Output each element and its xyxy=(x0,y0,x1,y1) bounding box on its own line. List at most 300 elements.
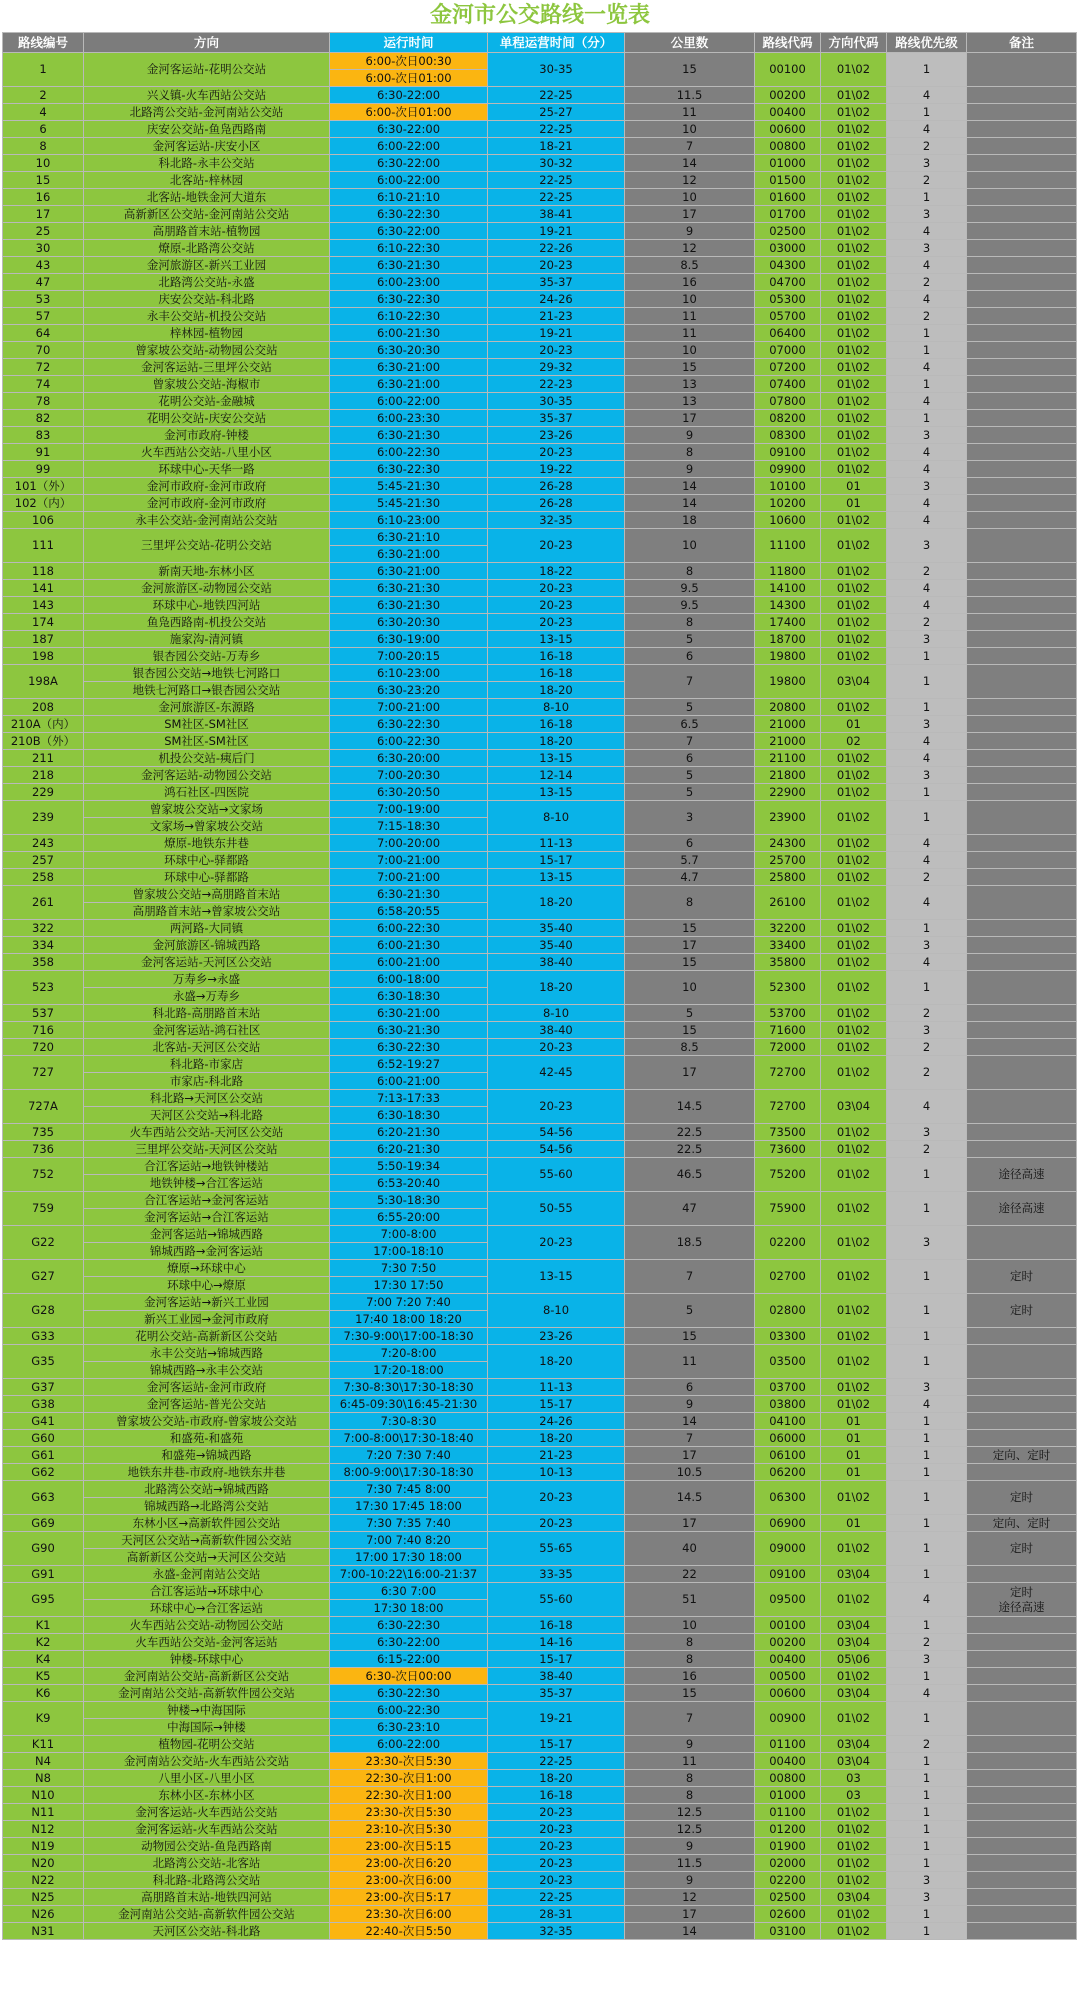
run-time: 6:30-23:10 xyxy=(330,1719,488,1736)
trip-duration: 55-60 xyxy=(488,1158,625,1192)
route-priority: 1 xyxy=(887,1753,967,1770)
direction-code: 03\04 xyxy=(821,1753,887,1770)
run-time: 6:10-22:30 xyxy=(330,240,488,257)
route-km: 14.5 xyxy=(625,1090,755,1124)
route-direction: SM社区-SM社区 xyxy=(84,733,330,750)
route-km: 9 xyxy=(625,1736,755,1753)
route-note xyxy=(967,1566,1077,1583)
direction-code: 01\02 xyxy=(821,104,887,121)
trip-duration: 20-23 xyxy=(488,257,625,274)
route-direction: 金河客运站-火车西站公交站 xyxy=(84,1821,330,1838)
run-time: 23:30-次日5:30 xyxy=(330,1804,488,1821)
route-note xyxy=(967,1226,1077,1260)
note-line: 途径高速 xyxy=(998,1599,1045,1614)
trip-duration: 22-25 xyxy=(488,87,625,104)
route-priority: 2 xyxy=(887,1141,967,1158)
route-direction: 植物园-花明公交站 xyxy=(84,1736,330,1753)
route-km: 9 xyxy=(625,1872,755,1889)
run-time: 7:00-21:00 xyxy=(330,699,488,716)
route-number: N11 xyxy=(3,1804,84,1821)
route-km: 15 xyxy=(625,1685,755,1702)
route-number: G90 xyxy=(3,1532,84,1566)
route-note xyxy=(967,240,1077,257)
route-code: 01200 xyxy=(755,1821,821,1838)
run-time: 23:00-次日5:15 xyxy=(330,1838,488,1855)
trip-duration: 11-13 xyxy=(488,835,625,852)
run-time: 6:30-22:00 xyxy=(330,223,488,240)
direction-code: 01\02 xyxy=(821,563,887,580)
route-direction: 花明公交站-高新新区公交站 xyxy=(84,1328,330,1345)
route-priority: 4 xyxy=(887,580,967,597)
route-code: 02500 xyxy=(755,1889,821,1906)
run-time: 6:00-21:00 xyxy=(330,954,488,971)
route-note xyxy=(967,801,1077,835)
table-row xyxy=(3,1804,1077,1821)
run-time: 6:00-21:30 xyxy=(330,937,488,954)
route-priority: 1 xyxy=(887,104,967,121)
run-time: 23:30-次日6:00 xyxy=(330,1906,488,1923)
run-time: 7:20 7:30 7:40 xyxy=(330,1447,488,1464)
route-note xyxy=(967,648,1077,665)
route-km: 6 xyxy=(625,1379,755,1396)
route-code: 03500 xyxy=(755,1345,821,1379)
route-direction: 钟楼→中海国际 xyxy=(84,1702,330,1719)
route-code: 00600 xyxy=(755,1685,821,1702)
table-row xyxy=(3,1294,1077,1311)
table-row xyxy=(3,1770,1077,1787)
route-direction: 机投公交站-痍后门 xyxy=(84,750,330,767)
route-direction: 火车西站公交站-金河客运站 xyxy=(84,1634,330,1651)
trip-duration: 20-23 xyxy=(488,1804,625,1821)
route-priority: 3 xyxy=(887,529,967,563)
table-row xyxy=(3,750,1077,767)
run-time: 6:30-20:50 xyxy=(330,784,488,801)
direction-code: 01 xyxy=(821,1413,887,1430)
route-code: 72000 xyxy=(755,1039,821,1056)
trip-duration: 35-37 xyxy=(488,274,625,291)
route-number: 211 xyxy=(3,750,84,767)
direction-code: 01\02 xyxy=(821,1668,887,1685)
direction-code: 01\02 xyxy=(821,1022,887,1039)
route-number: 83 xyxy=(3,427,84,444)
route-km: 14 xyxy=(625,495,755,512)
trip-duration: 20-23 xyxy=(488,1855,625,1872)
table-row xyxy=(3,257,1077,274)
route-direction: 和盛苑-和盛苑 xyxy=(84,1430,330,1447)
route-code: 75900 xyxy=(755,1192,821,1226)
route-priority: 3 xyxy=(887,1226,967,1260)
run-time: 7:00 7:20 7:40 xyxy=(330,1294,488,1311)
run-time: 6:30-22:00 xyxy=(330,1634,488,1651)
route-code: 23900 xyxy=(755,801,821,835)
route-code: 00400 xyxy=(755,1753,821,1770)
table-row xyxy=(3,784,1077,801)
run-time: 6:30-21:00 xyxy=(330,359,488,376)
route-code: 00100 xyxy=(755,53,821,87)
trip-duration: 26-28 xyxy=(488,478,625,495)
trip-duration: 24-26 xyxy=(488,1413,625,1430)
route-code: 10100 xyxy=(755,478,821,495)
route-priority: 4 xyxy=(887,121,967,138)
route-km: 7 xyxy=(625,1702,755,1736)
run-time: 17:00 17:30 18:00 xyxy=(330,1549,488,1566)
table-row xyxy=(3,1464,1077,1481)
direction-code: 01\02 xyxy=(821,852,887,869)
trip-duration: 21-23 xyxy=(488,308,625,325)
route-number: 143 xyxy=(3,597,84,614)
route-priority: 2 xyxy=(887,869,967,886)
trip-duration: 22-25 xyxy=(488,189,625,206)
route-number: G37 xyxy=(3,1379,84,1396)
run-time: 17:30 17:45 18:00 xyxy=(330,1498,488,1515)
header-note: 备注 xyxy=(967,33,1077,53)
route-priority: 1 xyxy=(887,376,967,393)
route-code: 72700 xyxy=(755,1090,821,1124)
route-priority: 1 xyxy=(887,1430,967,1447)
run-time: 8:00-9:00\17:30-18:30 xyxy=(330,1464,488,1481)
route-direction: 施家沟-清河镇 xyxy=(84,631,330,648)
direction-code: 01\02 xyxy=(821,1294,887,1328)
route-note xyxy=(967,1515,1077,1532)
run-time: 6:30-21:30 xyxy=(330,886,488,903)
route-number: G69 xyxy=(3,1515,84,1532)
direction-code: 01\02 xyxy=(821,427,887,444)
table-row xyxy=(3,376,1077,393)
route-priority: 4 xyxy=(887,750,967,767)
direction-code: 01\02 xyxy=(821,444,887,461)
route-code: 02600 xyxy=(755,1906,821,1923)
trip-duration: 20-23 xyxy=(488,1039,625,1056)
route-km: 10 xyxy=(625,971,755,1005)
trip-duration: 21-23 xyxy=(488,1447,625,1464)
route-priority: 1 xyxy=(887,1821,967,1838)
trip-duration: 55-60 xyxy=(488,1583,625,1617)
route-km: 12.5 xyxy=(625,1804,755,1821)
route-direction: 环球中心-天华一路 xyxy=(84,461,330,478)
trip-duration: 20-23 xyxy=(488,444,625,461)
route-priority: 3 xyxy=(887,155,967,172)
table-row xyxy=(3,1022,1077,1039)
route-priority: 2 xyxy=(887,614,967,631)
route-code: 00400 xyxy=(755,104,821,121)
trip-duration: 35-40 xyxy=(488,920,625,937)
route-number: K6 xyxy=(3,1685,84,1702)
run-time: 6:00-22:30 xyxy=(330,733,488,750)
route-number: 716 xyxy=(3,1022,84,1039)
table-row xyxy=(3,1566,1077,1583)
route-number: 257 xyxy=(3,852,84,869)
route-km: 12 xyxy=(625,172,755,189)
route-number: N25 xyxy=(3,1889,84,1906)
route-number: 258 xyxy=(3,869,84,886)
run-time: 6:55-20:00 xyxy=(330,1209,488,1226)
route-direction: 北路湾公交站-金河南站公交站 xyxy=(84,104,330,121)
route-direction: 钟楼-环球中心 xyxy=(84,1651,330,1668)
route-number: 735 xyxy=(3,1124,84,1141)
table-row xyxy=(3,886,1077,903)
direction-code: 01\02 xyxy=(821,1821,887,1838)
header-row xyxy=(3,33,1077,53)
route-direction: 曾家坡公交站→高朋路首末站 xyxy=(84,886,330,903)
trip-duration: 35-37 xyxy=(488,1685,625,1702)
run-time: 6:30-21:00 xyxy=(330,1005,488,1022)
route-priority: 3 xyxy=(887,206,967,223)
run-time: 6:30-21:10 xyxy=(330,529,488,546)
route-km: 8 xyxy=(625,614,755,631)
route-priority: 1 xyxy=(887,1192,967,1226)
route-priority: 1 xyxy=(887,1804,967,1821)
route-note xyxy=(967,1872,1077,1889)
direction-code: 01 xyxy=(821,495,887,512)
table-row xyxy=(3,1192,1077,1209)
direction-code: 01\02 xyxy=(821,750,887,767)
table-row xyxy=(3,1345,1077,1362)
route-number: 174 xyxy=(3,614,84,631)
route-direction: 高新新区公交站-金河南站公交站 xyxy=(84,206,330,223)
route-direction: 北客站-天河区公交站 xyxy=(84,1039,330,1056)
route-direction: 环球中心→燎原 xyxy=(84,1277,330,1294)
direction-code: 03\04 xyxy=(821,1566,887,1583)
direction-code: 01\02 xyxy=(821,1124,887,1141)
route-direction: 高朋路首末站→曾家坡公交站 xyxy=(84,903,330,920)
route-code: 20800 xyxy=(755,699,821,716)
route-number: 720 xyxy=(3,1039,84,1056)
trip-duration: 28-31 xyxy=(488,1906,625,1923)
run-time: 6:00-次日00:30 xyxy=(330,53,488,70)
route-code: 07200 xyxy=(755,359,821,376)
trip-duration: 18-20 xyxy=(488,733,625,750)
table-row xyxy=(3,1056,1077,1073)
trip-duration: 32-35 xyxy=(488,512,625,529)
route-direction: 金河南站公交站-高新软件园公交站 xyxy=(84,1685,330,1702)
route-direction: 燎原→环球中心 xyxy=(84,1260,330,1277)
trip-duration: 8-10 xyxy=(488,1294,625,1328)
route-km: 4.7 xyxy=(625,869,755,886)
route-note xyxy=(967,172,1077,189)
route-direction: 环球中心-地铁四河站 xyxy=(84,597,330,614)
route-direction: 地铁东井巷-市政府-地铁东井巷 xyxy=(84,1464,330,1481)
route-note xyxy=(967,1294,1077,1328)
direction-code: 01\02 xyxy=(821,920,887,937)
direction-code: 01\02 xyxy=(821,87,887,104)
route-code: 07000 xyxy=(755,342,821,359)
route-number: G61 xyxy=(3,1447,84,1464)
table-row xyxy=(3,104,1077,121)
route-direction: 科北路-北路湾公交站 xyxy=(84,1872,330,1889)
run-time: 5:30-18:30 xyxy=(330,1192,488,1209)
direction-code: 01\02 xyxy=(821,223,887,240)
route-note xyxy=(967,1192,1077,1226)
route-number: 210B（外） xyxy=(3,733,84,750)
route-number: 101（外） xyxy=(3,478,84,495)
table-row xyxy=(3,1753,1077,1770)
run-time: 6:30-22:30 xyxy=(330,291,488,308)
route-note xyxy=(967,716,1077,733)
route-note xyxy=(967,1651,1077,1668)
route-code: 01900 xyxy=(755,1838,821,1855)
direction-code: 02 xyxy=(821,733,887,750)
direction-code: 01\02 xyxy=(821,529,887,563)
direction-code: 01\02 xyxy=(821,1005,887,1022)
route-note xyxy=(967,1005,1077,1022)
trip-duration: 20-23 xyxy=(488,342,625,359)
table-row xyxy=(3,1906,1077,1923)
trip-duration: 35-37 xyxy=(488,410,625,427)
run-time: 6:30-21:30 xyxy=(330,257,488,274)
route-number: K4 xyxy=(3,1651,84,1668)
table-row xyxy=(3,359,1077,376)
route-code: 25700 xyxy=(755,852,821,869)
route-direction: 高朋路首末站-地铁四河站 xyxy=(84,1889,330,1906)
route-priority: 2 xyxy=(887,1005,967,1022)
route-note xyxy=(967,1702,1077,1736)
route-km: 15 xyxy=(625,920,755,937)
route-code: 01600 xyxy=(755,189,821,206)
route-code: 21800 xyxy=(755,767,821,784)
route-direction: 东林小区-东林小区 xyxy=(84,1787,330,1804)
run-time: 17:40 18:00 18:20 xyxy=(330,1311,488,1328)
note-line: 定时 xyxy=(1010,1269,1033,1283)
route-km: 9.5 xyxy=(625,597,755,614)
route-km: 6.5 xyxy=(625,716,755,733)
direction-code: 01\02 xyxy=(821,784,887,801)
route-code: 06000 xyxy=(755,1430,821,1447)
direction-code: 01\02 xyxy=(821,53,887,87)
header-direction-code: 方向代码 xyxy=(821,33,887,53)
table-row xyxy=(3,512,1077,529)
run-time: 6:10-23:00 xyxy=(330,665,488,682)
route-code: 72700 xyxy=(755,1056,821,1090)
route-note xyxy=(967,784,1077,801)
route-code: 02500 xyxy=(755,223,821,240)
direction-code: 01\02 xyxy=(821,1158,887,1192)
table-row xyxy=(3,920,1077,937)
trip-duration: 20-23 xyxy=(488,1090,625,1124)
route-km: 22 xyxy=(625,1566,755,1583)
route-direction: 金河客运站→新兴工业园 xyxy=(84,1294,330,1311)
run-time: 23:00-次日6:20 xyxy=(330,1855,488,1872)
run-time: 6:52-19:27 xyxy=(330,1056,488,1073)
route-note xyxy=(967,1736,1077,1753)
route-number: N19 xyxy=(3,1838,84,1855)
route-number: N22 xyxy=(3,1872,84,1889)
table-row xyxy=(3,1260,1077,1277)
route-note xyxy=(967,1396,1077,1413)
route-priority: 3 xyxy=(887,937,967,954)
route-direction: 花明公交站-金融城 xyxy=(84,393,330,410)
route-number: 523 xyxy=(3,971,84,1005)
run-time: 6:00-23:30 xyxy=(330,410,488,427)
route-direction: 曾家坡公交站-市政府-曾家坡公交站 xyxy=(84,1413,330,1430)
direction-code: 01 xyxy=(821,1447,887,1464)
route-note xyxy=(967,1668,1077,1685)
route-priority: 1 xyxy=(887,699,967,716)
route-code: 04700 xyxy=(755,274,821,291)
trip-duration: 16-18 xyxy=(488,1787,625,1804)
run-time: 6:00-22:30 xyxy=(330,920,488,937)
route-direction: 锦城西路→北路湾公交站 xyxy=(84,1498,330,1515)
direction-code: 03\04 xyxy=(821,1090,887,1124)
run-time: 6:30-21:30 xyxy=(330,427,488,444)
run-time: 6:00-22:00 xyxy=(330,393,488,410)
route-priority: 1 xyxy=(887,1787,967,1804)
route-priority: 1 xyxy=(887,1770,967,1787)
route-priority: 1 xyxy=(887,1328,967,1345)
route-km: 10 xyxy=(625,342,755,359)
route-priority: 4 xyxy=(887,512,967,529)
route-note xyxy=(967,1804,1077,1821)
run-time: 6:00-22:00 xyxy=(330,1736,488,1753)
route-code: 19800 xyxy=(755,648,821,665)
route-number: 74 xyxy=(3,376,84,393)
table-row xyxy=(3,1226,1077,1243)
trip-duration: 10-13 xyxy=(488,1464,625,1481)
direction-code: 01\02 xyxy=(821,1583,887,1617)
direction-code: 03\04 xyxy=(821,1685,887,1702)
table-row xyxy=(3,614,1077,631)
run-time: 5:45-21:30 xyxy=(330,478,488,495)
route-direction: 合江客运站→金河客运站 xyxy=(84,1192,330,1209)
route-km: 6 xyxy=(625,835,755,852)
route-km: 16 xyxy=(625,1668,755,1685)
run-time: 5:45-21:30 xyxy=(330,495,488,512)
route-number: G27 xyxy=(3,1260,84,1294)
route-km: 12 xyxy=(625,1889,755,1906)
route-note xyxy=(967,1447,1077,1464)
direction-code: 01\02 xyxy=(821,1532,887,1566)
table-row xyxy=(3,580,1077,597)
route-priority: 4 xyxy=(887,886,967,920)
trip-duration: 14-16 xyxy=(488,1634,625,1651)
table-row xyxy=(3,631,1077,648)
table-row xyxy=(3,1141,1077,1158)
trip-duration: 22-25 xyxy=(488,172,625,189)
route-priority: 1 xyxy=(887,1923,967,1940)
route-km: 8 xyxy=(625,444,755,461)
route-number: 239 xyxy=(3,801,84,835)
route-code: 25800 xyxy=(755,869,821,886)
route-direction: 火车西站公交站-天河区公交站 xyxy=(84,1124,330,1141)
trip-duration: 13-15 xyxy=(488,784,625,801)
direction-code: 01\02 xyxy=(821,1855,887,1872)
run-time: 6:10-21:10 xyxy=(330,189,488,206)
route-code: 08300 xyxy=(755,427,821,444)
watermark: @Vefans xyxy=(994,1988,1051,2003)
route-code: 05300 xyxy=(755,291,821,308)
route-code: 07400 xyxy=(755,376,821,393)
table-row xyxy=(3,87,1077,104)
route-code: 07800 xyxy=(755,393,821,410)
header-direction: 方向 xyxy=(84,33,330,53)
route-km: 18 xyxy=(625,512,755,529)
table-row xyxy=(3,971,1077,988)
route-direction: 北路湾公交站-北客站 xyxy=(84,1855,330,1872)
route-priority: 1 xyxy=(887,1617,967,1634)
route-number: N20 xyxy=(3,1855,84,1872)
route-note xyxy=(967,495,1077,512)
route-number: 208 xyxy=(3,699,84,716)
direction-code: 01\02 xyxy=(821,1056,887,1090)
route-note xyxy=(967,1022,1077,1039)
route-note xyxy=(967,1617,1077,1634)
route-direction: 金河客运站-花明公交站 xyxy=(84,53,330,87)
run-time: 7:00-19:00 xyxy=(330,801,488,818)
run-time: 17:30 18:00 xyxy=(330,1600,488,1617)
direction-code: 01\02 xyxy=(821,359,887,376)
route-priority: 4 xyxy=(887,1583,967,1617)
route-direction: 环球中心-驿都路 xyxy=(84,852,330,869)
table-row xyxy=(3,1787,1077,1804)
